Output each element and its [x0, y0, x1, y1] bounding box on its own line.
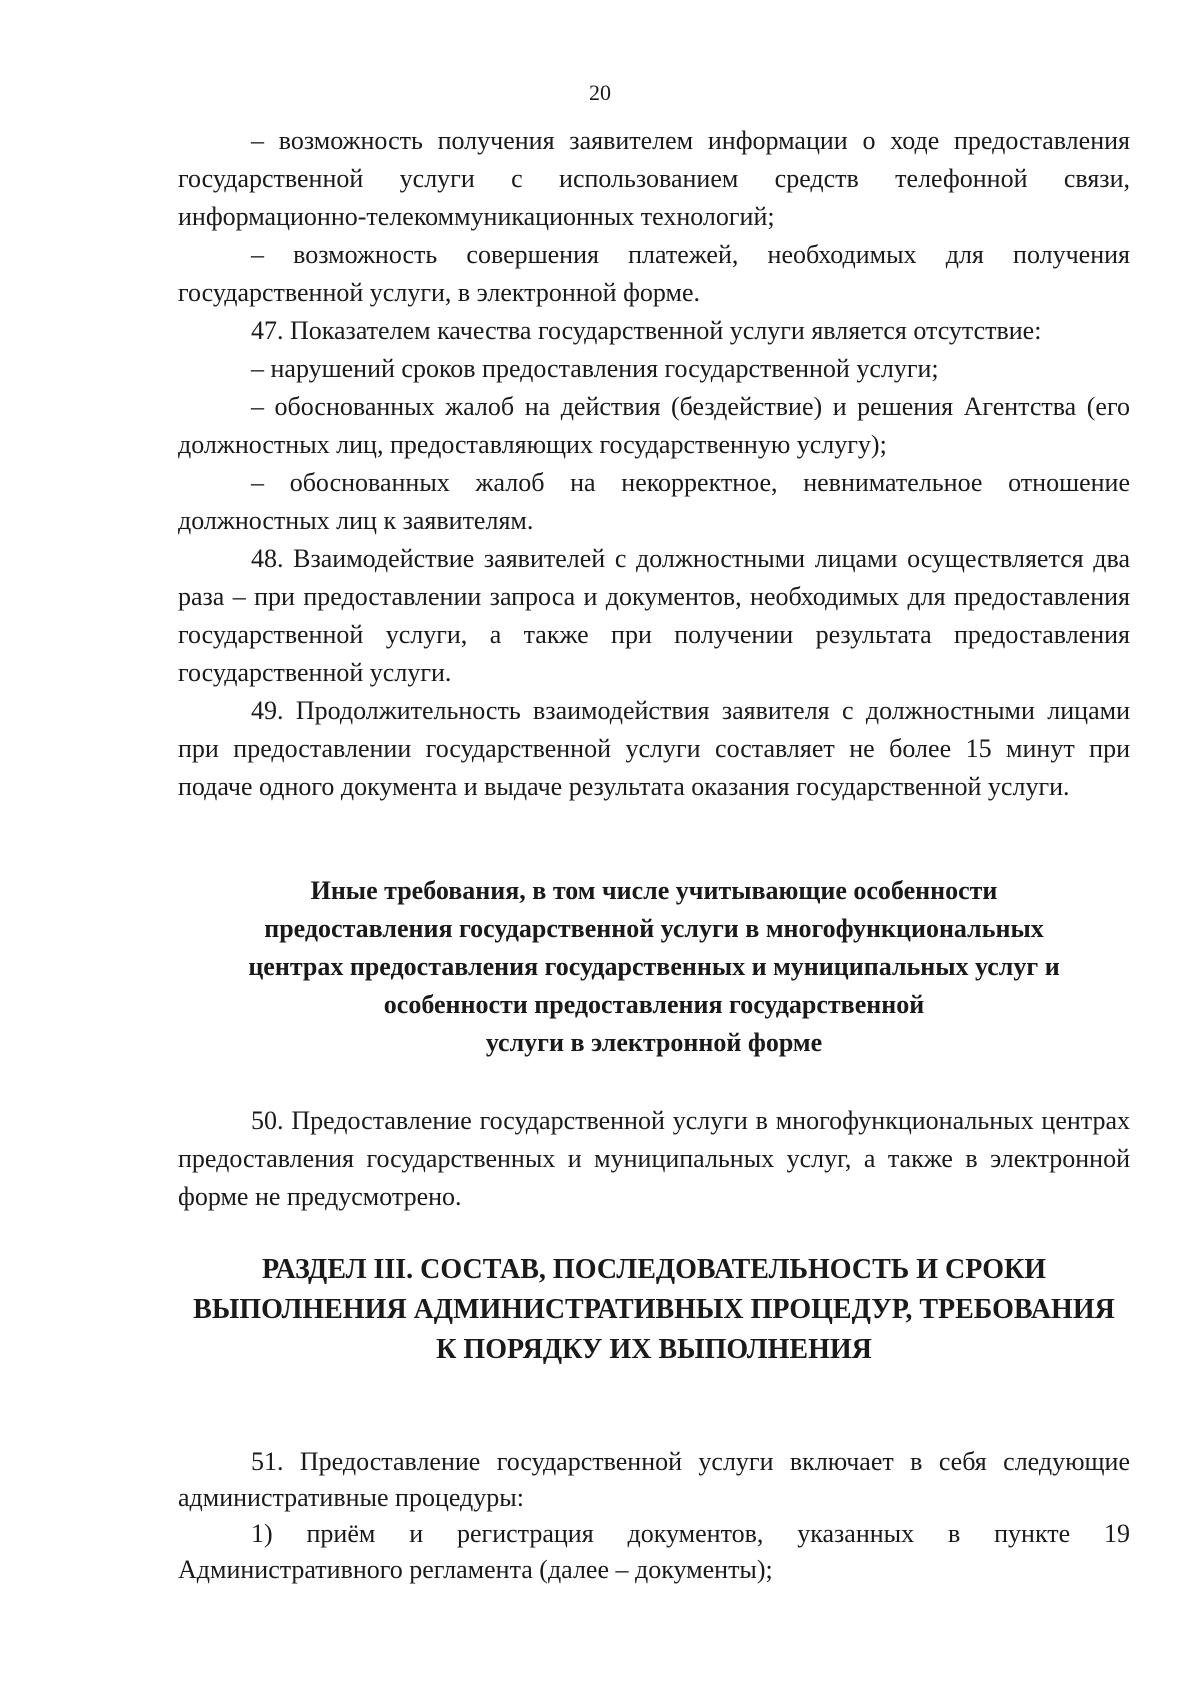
heading-line: предоставления государственной услуги в многофункциональных [264, 914, 1044, 943]
paragraph-payments: – возможность совершения платежей, необходимых для получения государственной услуги, в электронной форме. [178, 240, 1130, 307]
heading-line: Иные требования, в том числе учитывающие особенности [310, 876, 998, 905]
paragraph-complaints-attitude: – обоснованных жалоб на некорректное, невнимательное отношение должностных лиц к заявителям. [178, 468, 1130, 535]
page-number: 20 [589, 80, 611, 105]
heading-line: К ПОРЯДКУ ИХ ВЫПОЛНЕНИЯ [436, 1334, 872, 1365]
heading-other-requirements [178, 872, 1130, 1062]
heading-section-3 [178, 1250, 1130, 1370]
heading-line: услуги в электронной форме [485, 1028, 823, 1057]
heading-line: ВЫПОЛНЕНИЯ АДМИНИСТРАТИВНЫХ ПРОЦЕДУР, ТРЕБОВАНИЯ [193, 1294, 1115, 1325]
paragraph-47: 47. Показателем качества государственной услуги является отсутствие: [251, 316, 1042, 345]
paragraph-deadlines: – нарушений сроков предоставления государственной услуги; [251, 354, 939, 383]
paragraph-phone-info: – возможность получения заявителем информации о ходе предоставления государственной услуги с использованием средств телефонной связи, информационно-телекоммуникационных технологий; [178, 126, 1130, 231]
list-item-1: 1) приём и регистрация документов, указанных в пункте 19 Административного регламента (далее – документы); [178, 1519, 1130, 1584]
paragraph-51: 51. Предоставление государственной услуги включает в себя следующие административные процедуры: [178, 1447, 1130, 1512]
heading-line: особенности предоставления государственной [383, 990, 925, 1019]
heading-line: центрах предоставления государственных и муниципальных услуг и [248, 952, 1060, 981]
paragraph-49: 49. Продолжительность взаимодействия заявителя с должностными лицами при предоставлении государственной услуги составляет не более 15 минут при подаче одного документа и выдаче результата оказания государственной услуги. [178, 696, 1130, 801]
paragraph-complaints-actions: – обоснованных жалоб на действия (бездействие) и решения Агентства (его должностных лиц, предоставляющих государственную услугу); [178, 392, 1130, 459]
paragraph-50: 50. Предоставление государственной услуги в многофункциональных центрах предоставления государственных и муниципальных услуг, а также в электронной форме не предусмотрено. [178, 1106, 1130, 1211]
paragraph-48: 48. Взаимодействие заявителей с должностными лицами осуществляется два раза – при предоставлении запроса и документов, необходимых для предоставления государственной услуги, а также при получении результата предоставления государственной услуги. [178, 544, 1130, 687]
heading-line: РАЗДЕЛ III. СОСТАВ, ПОСЛЕДОВАТЕЛЬНОСТЬ И СРОКИ [261, 1254, 1047, 1285]
